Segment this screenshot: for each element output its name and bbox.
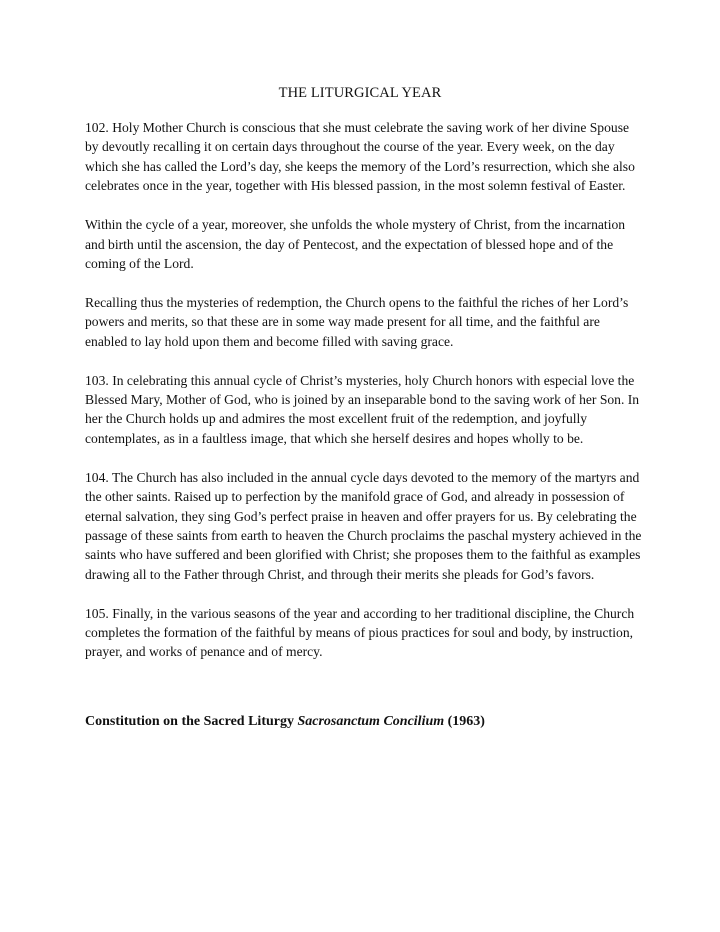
source-citation (85, 712, 485, 732)
paragraph-103: 103. In celebrating this annual cycle of Christ’s mysteries, holy Church honors with especial love the Blessed Mary, Mother of God, who is joined by an inseparable bond to the saving work of her Son. In her the Church holds up and admires the most excellent fruit of the redemption, and joyfully contemplates, as in a faultless image, that which she herself desires and hopes wholly to be. (85, 372, 640, 446)
paragraph-mysteries-of-redemption: Recalling thus the mysteries of redemption, the Church opens to the faithful the riches of her Lord’s powers and merits, so that these are in some way made present for all time, and the faithful are enabled to lay hold upon them and become filled with saving grace. (85, 294, 629, 349)
paragraph-105: 105. Finally, in the various seasons of the year and according to her traditional discipline, the Church completes the formation of the faithful by means of pious practices for soul and body, by instruction, prayer, and works of penance and of mercy. (85, 605, 635, 660)
citation-prefix: Constitution on the Sacred Liturgy (85, 714, 298, 729)
document-body (85, 118, 645, 681)
citation-document-title: Sacrosanctum Concilium (297, 714, 445, 729)
citation-year: (1963) (444, 714, 485, 729)
paragraph-102: 102. Holy Mother Church is conscious that she must celebrate the saving work of her divine Spouse by devoutly recalling it on certain days throughout the course of the year. Every week, on the day which she has called the Lord’s day, she keeps the memory of the Lord’s resurrection, which she also celebrates once in the year, together with His blessed passion, in the most solemn festival of Easter. (85, 120, 635, 194)
paragraph-cycle-of-year: Within the cycle of a year, moreover, she unfolds the whole mystery of Christ, from the incarnation and birth until the ascension, the day of Pentecost, and the expectation of blessed hope and of the coming of the Lord. (85, 217, 626, 271)
document-title: THE LITURGICAL YEAR (278, 85, 442, 101)
paragraph-104: 104. The Church has also included in the annual cycle days devoted to the memory of the martyrs and the other saints. Raised up to perfection by the manifold grace of God, and already in possession of eternal salvation, they sing God’s perfect praise in heaven and offer prayers for us. By celebrating the passage of these saints from earth to heaven the Church proclaims the paschal mystery achieved in the saints who have suffered and been glorified with Christ; she proposes them to the faithful as examples drawing all to the Father through Christ, and through their merits she pleads for God’s favors. (85, 469, 642, 582)
